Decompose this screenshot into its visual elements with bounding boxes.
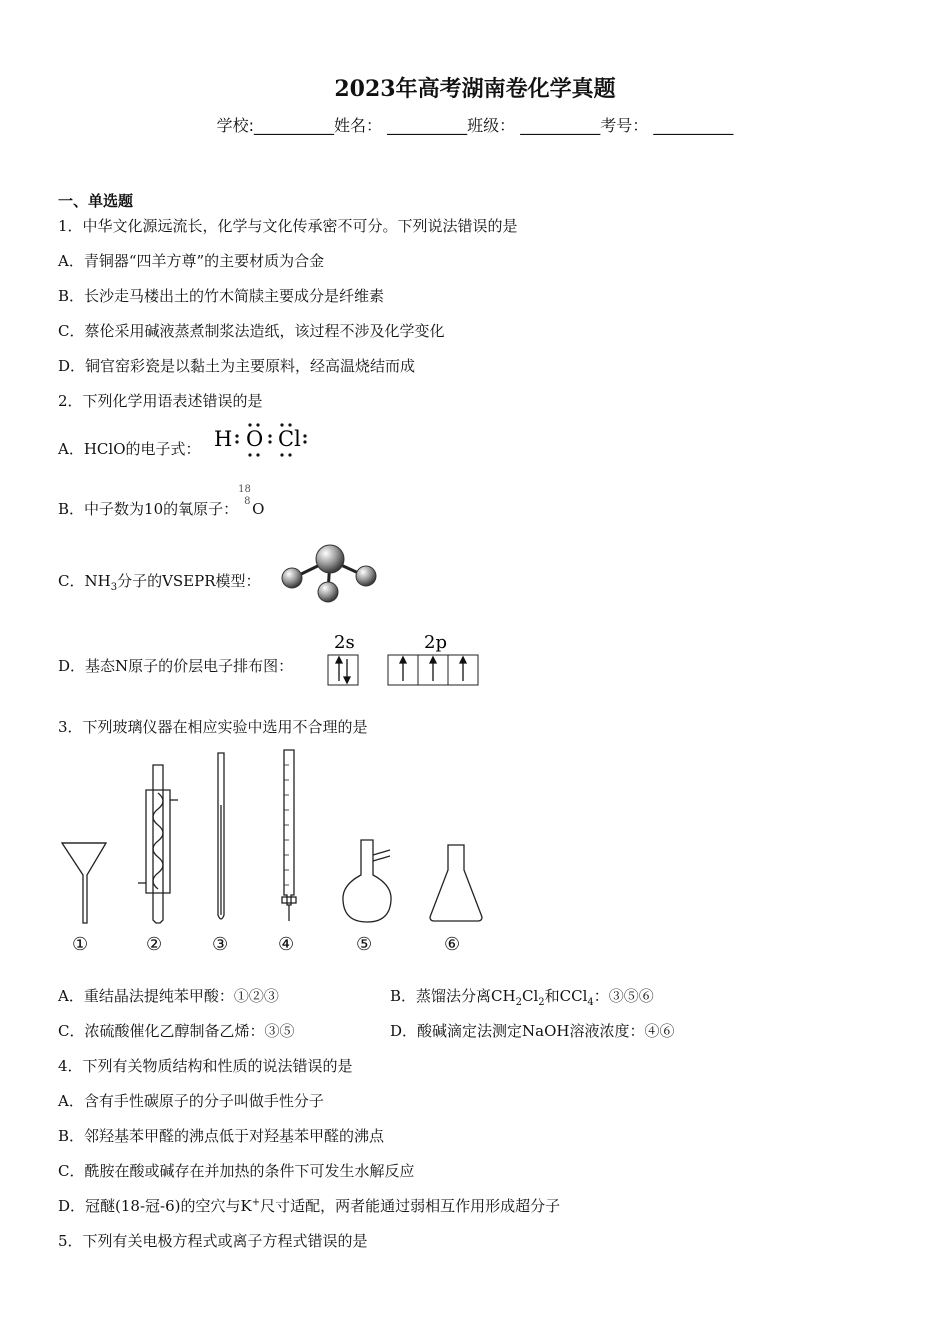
- q4-d-sup: +: [251, 1197, 261, 1208]
- label-4: ④: [278, 934, 295, 955]
- q2-option-a: A．HClO的电子式：: [58, 440, 201, 458]
- number-blank[interactable]: __________: [653, 116, 734, 135]
- q4-d-suffix: 尺寸适配，两者能通过弱相互作用形成超分子: [260, 1197, 561, 1215]
- isotope-symbol: O: [252, 500, 265, 518]
- distillation-flask-icon: [343, 840, 391, 922]
- q2-option-b-text: B．中子数为10的氧原子：: [58, 500, 239, 518]
- q3-stem: 3．下列玻璃仪器在相应实验中选用不合理的是: [58, 718, 368, 736]
- q2-option-b: [58, 484, 265, 519]
- mass-number: 18: [238, 484, 251, 495]
- q3-option-c: C．浓硫酸催化乙醇制备乙烯：③⑤: [58, 1022, 295, 1040]
- label-6: ⑥: [444, 934, 461, 955]
- label-5: ⑤: [356, 934, 373, 955]
- q3-b-sub2: 2: [538, 997, 545, 1008]
- name-label: 姓名：: [334, 116, 383, 135]
- school-blank[interactable]: __________: [254, 116, 335, 135]
- atomic-number: 8: [244, 496, 251, 507]
- q1-option-c: C．蔡伦采用碱液蒸煮制浆法造纸，该过程不涉及化学变化: [58, 322, 445, 340]
- student-info: [0, 113, 950, 136]
- class-blank[interactable]: __________: [520, 116, 601, 135]
- label-1: ①: [72, 934, 89, 955]
- thermometer-icon: [218, 753, 224, 919]
- burette-icon: [282, 750, 296, 921]
- condenser-icon: [138, 765, 178, 923]
- q2-c-sub: 3: [110, 582, 118, 593]
- q2-option-d: D．基态N原子的价层电子排布图：: [58, 657, 294, 675]
- q3-b-prefix: B．蒸馏法分离CH: [390, 987, 516, 1005]
- q2-c-suffix: 分子的VSEPR模型：: [117, 572, 261, 590]
- q4-option-b: B．邻羟基苯甲醛的沸点低于对羟基苯甲醛的沸点: [58, 1127, 385, 1145]
- page-title: 2023年高考湖南卷化学真题: [334, 76, 616, 102]
- q2-c-prefix: C．NH: [58, 572, 111, 590]
- glassware-figure: [50, 745, 500, 960]
- q1-option-a: A．青铜器“四羊方尊”的主要材质为合金: [58, 252, 325, 270]
- q3-b-mid2: 和CCl: [544, 987, 588, 1005]
- formula-h: H: [214, 427, 233, 451]
- oxygen-isotope: [238, 484, 252, 518]
- q3-option-b: [390, 985, 654, 1008]
- q4-option-c: C．酰胺在酸或碱存在并加热的条件下可发生水解反应: [58, 1162, 415, 1180]
- q3-b-mid1: Cl: [521, 987, 539, 1005]
- class-label: 班级：: [467, 116, 516, 135]
- orbital-diagram-icon: [320, 630, 490, 690]
- q4-option-d: [58, 1195, 560, 1216]
- q1-stem: 1．中华文化源远流长，化学与文化传承密不可分。下列说法错误的是: [58, 217, 518, 235]
- q1-option-b: B．长沙走马楼出土的竹木简牍主要成分是纤维素: [58, 287, 385, 305]
- q4-option-a: A．含有手性碳原子的分子叫做手性分子: [58, 1092, 324, 1110]
- number-label: 考号：: [600, 116, 649, 135]
- hclo-electron-formula: [210, 420, 320, 462]
- q4-stem: 4．下列有关物质结构和性质的说法错误的是: [58, 1057, 353, 1075]
- nh3-vsepr-model-icon: [275, 540, 385, 610]
- conical-flask-icon: [430, 845, 482, 921]
- orbital-2s-label: 2s: [334, 632, 355, 653]
- label-2: ②: [146, 934, 163, 955]
- q5-stem: 5．下列有关电极方程式或离子方程式错误的是: [58, 1232, 368, 1250]
- q3-b-sub1: 2: [515, 997, 522, 1008]
- label-3: ③: [212, 934, 229, 955]
- funnel-icon: [62, 843, 106, 923]
- formula-o: O: [246, 427, 264, 451]
- q2-option-c: [58, 570, 261, 593]
- section-heading: 一、单选题: [58, 192, 134, 210]
- orbital-2p-label: 2p: [424, 632, 447, 653]
- name-blank[interactable]: __________: [387, 116, 468, 135]
- q3-b-sub3: 4: [587, 997, 594, 1008]
- q3-b-suffix: ：③⑤⑥: [593, 987, 654, 1005]
- q3-option-a: A．重结晶法提纯苯甲酸：①②③: [58, 987, 279, 1005]
- q4-d-prefix: D．冠醚(18-冠-6)的空穴与K: [58, 1197, 252, 1215]
- q3-option-d: D．酸碱滴定法测定NaOH溶液浓度：④⑥: [390, 1022, 675, 1040]
- q1-option-d: D．铜官窑彩瓷是以黏土为主要原料，经高温烧结而成: [58, 357, 416, 375]
- school-label: 学校:: [216, 116, 255, 135]
- formula-cl: Cl: [278, 427, 301, 451]
- q2-stem: 2．下列化学用语表述错误的是: [58, 392, 263, 410]
